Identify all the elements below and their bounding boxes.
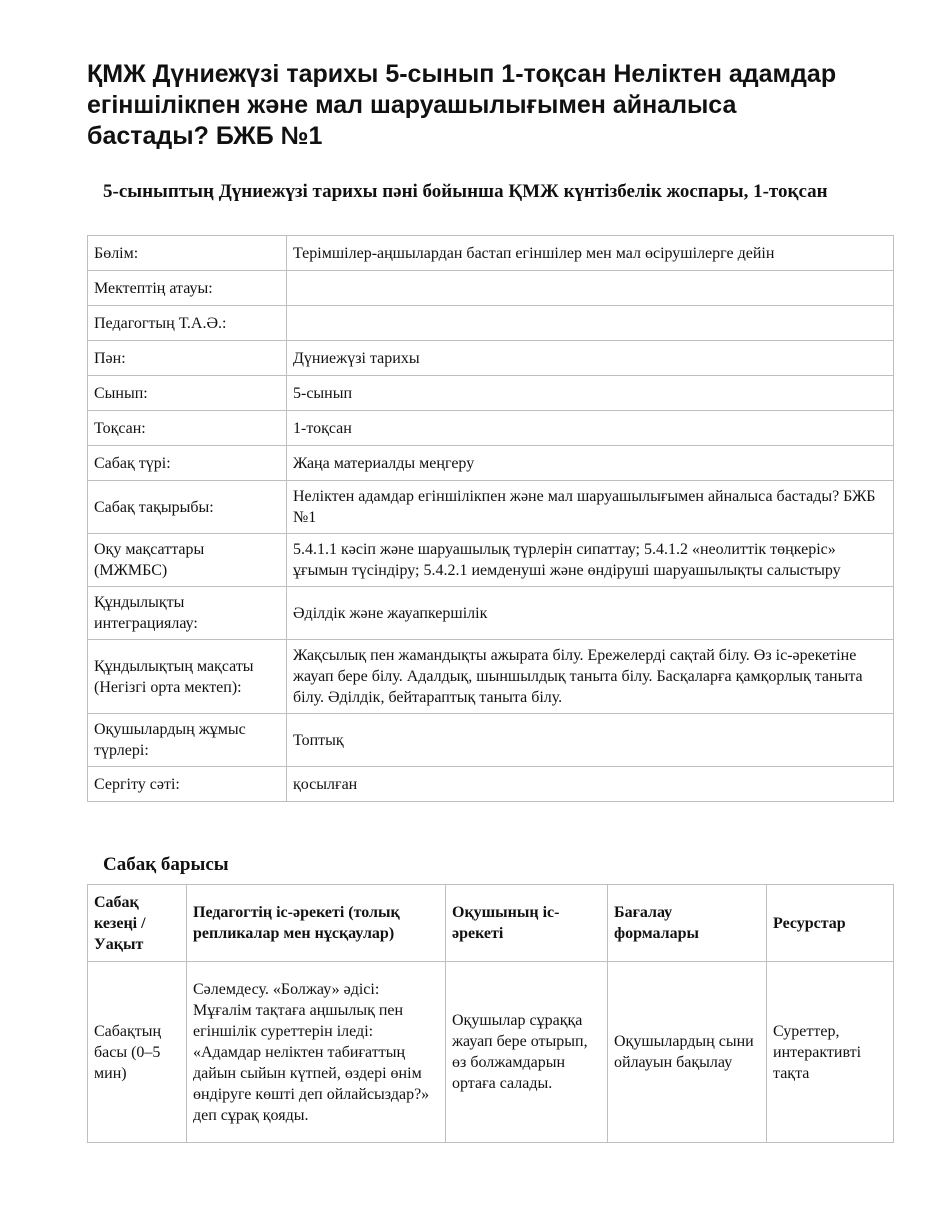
info-value: Әділдік және жауапкершілік: [287, 587, 894, 640]
info-label: Сынып:: [88, 376, 287, 411]
info-row-work-types: [88, 714, 894, 767]
course-header-row: [88, 885, 894, 962]
info-label: Сабақ түрі:: [88, 446, 287, 481]
info-value: Жақсылық пен жамандықты ажырата білу. Ережелерді сақтай білу. Өз іс-әрекетіне жауап бере білу. Адалдық, шыншылдық таныта білу. Басқаларға қамқорлық таныта білу. Әділдік, бейтараптық таныта білу.: [287, 640, 894, 714]
info-label: Пән:: [88, 341, 287, 376]
cell-resources: Суреттер, интерактивті тақта: [767, 962, 894, 1143]
info-label: Құндылықтың мақсаты (Негізгі орта мектеп):: [88, 640, 287, 714]
lesson-info-table: [87, 235, 894, 802]
info-value: Терімшілер-аңшылардан бастап егіншілер мен мал өсірушілерге дейін: [287, 236, 894, 271]
info-row-quarter: [88, 411, 894, 446]
info-value: 5-сынып: [287, 376, 894, 411]
plan-heading: 5-сыныптың Дүниежүзі тарихы пәні бойынша ҚМЖ күнтізбелік жоспары, 1-тоқсан: [103, 181, 828, 202]
info-value: қосылған: [287, 767, 894, 802]
info-row-subject: [88, 341, 894, 376]
column-header-assessment: Бағалау формалары: [608, 885, 767, 962]
info-value: [287, 306, 894, 341]
info-row-learning-objectives: [88, 534, 894, 587]
document-title: ҚМЖ Дүниежүзі тарихы 5-сынып 1-тоқсан Неліктен адамдар егіншілікпен және мал шаруашылығымен айналыса бастады? БЖБ №1: [87, 60, 837, 150]
info-label: Сергіту сәті:: [88, 767, 287, 802]
info-row-refresh-moment: [88, 767, 894, 802]
info-row-lesson-topic: [88, 481, 894, 534]
info-value: [287, 271, 894, 306]
info-value: Жаңа материалды меңгеру: [287, 446, 894, 481]
info-value: Дүниежүзі тарихы: [287, 341, 894, 376]
info-row-lesson-type: [88, 446, 894, 481]
info-label: Бөлім:: [88, 236, 287, 271]
cell-assessment: Оқушылардың сыни ойлауын бақылау: [608, 962, 767, 1143]
column-header-student-activity: Оқушының іс-әрекеті: [446, 885, 608, 962]
info-label: Сабақ тақырыбы:: [88, 481, 287, 534]
info-row-grade: [88, 376, 894, 411]
column-header-resources: Ресурстар: [767, 885, 894, 962]
info-label: Оқу мақсаттары (МЖМБС): [88, 534, 287, 587]
column-header-stage: Сабақ кезеңі / Уақыт: [88, 885, 187, 962]
info-value: 5.4.1.1 кәсіп және шаруашылық түрлерін сипаттау; 5.4.1.2 «неолиттік төңкеріс» ұғымын түсіндіру; 5.4.2.1 иемденуші және өндіруші шаруашылықты салыстыру: [287, 534, 894, 587]
info-row-teacher: [88, 306, 894, 341]
info-value: Неліктен адамдар егіншілікпен және мал шаруашылығымен айналыса бастады? БЖБ №1: [287, 481, 894, 534]
info-label: Мектептің атауы:: [88, 271, 287, 306]
column-header-teacher-activity: Педагогтің іс-әрекеті (толық репликалар мен нұсқаулар): [187, 885, 446, 962]
cell-teacher-activity: Сәлемдесу. «Болжау» әдісі: Мұғалім тақтаға аңшылық пен егіншілік суреттерін іледі: «Адамдар неліктен табиғаттың дайын сыйын күтпей, өздері өнім өндіруге көшті деп ойлайсыздар?» деп сұрақ қояды.: [187, 962, 446, 1143]
info-value: Топтық: [287, 714, 894, 767]
info-row-section: [88, 236, 894, 271]
info-label: Тоқсан:: [88, 411, 287, 446]
info-label: Оқушылардың жұмыс түрлері:: [88, 714, 287, 767]
info-row-value-integration: [88, 587, 894, 640]
cell-stage: Сабақтың басы (0–5 мин): [88, 962, 187, 1143]
cell-student-activity: Оқушылар сұраққа жауап бере отырып, өз болжамдарын ортаға салады.: [446, 962, 608, 1143]
info-label: Педагогтың Т.А.Ә.:: [88, 306, 287, 341]
info-row-school: [88, 271, 894, 306]
table-row: [88, 962, 894, 1143]
info-label: Құндылықты интеграциялау:: [88, 587, 287, 640]
info-row-value-goal: [88, 640, 894, 714]
course-heading: Сабақ барысы: [103, 854, 229, 875]
lesson-course-table: [87, 884, 894, 1143]
info-value: 1-тоқсан: [287, 411, 894, 446]
